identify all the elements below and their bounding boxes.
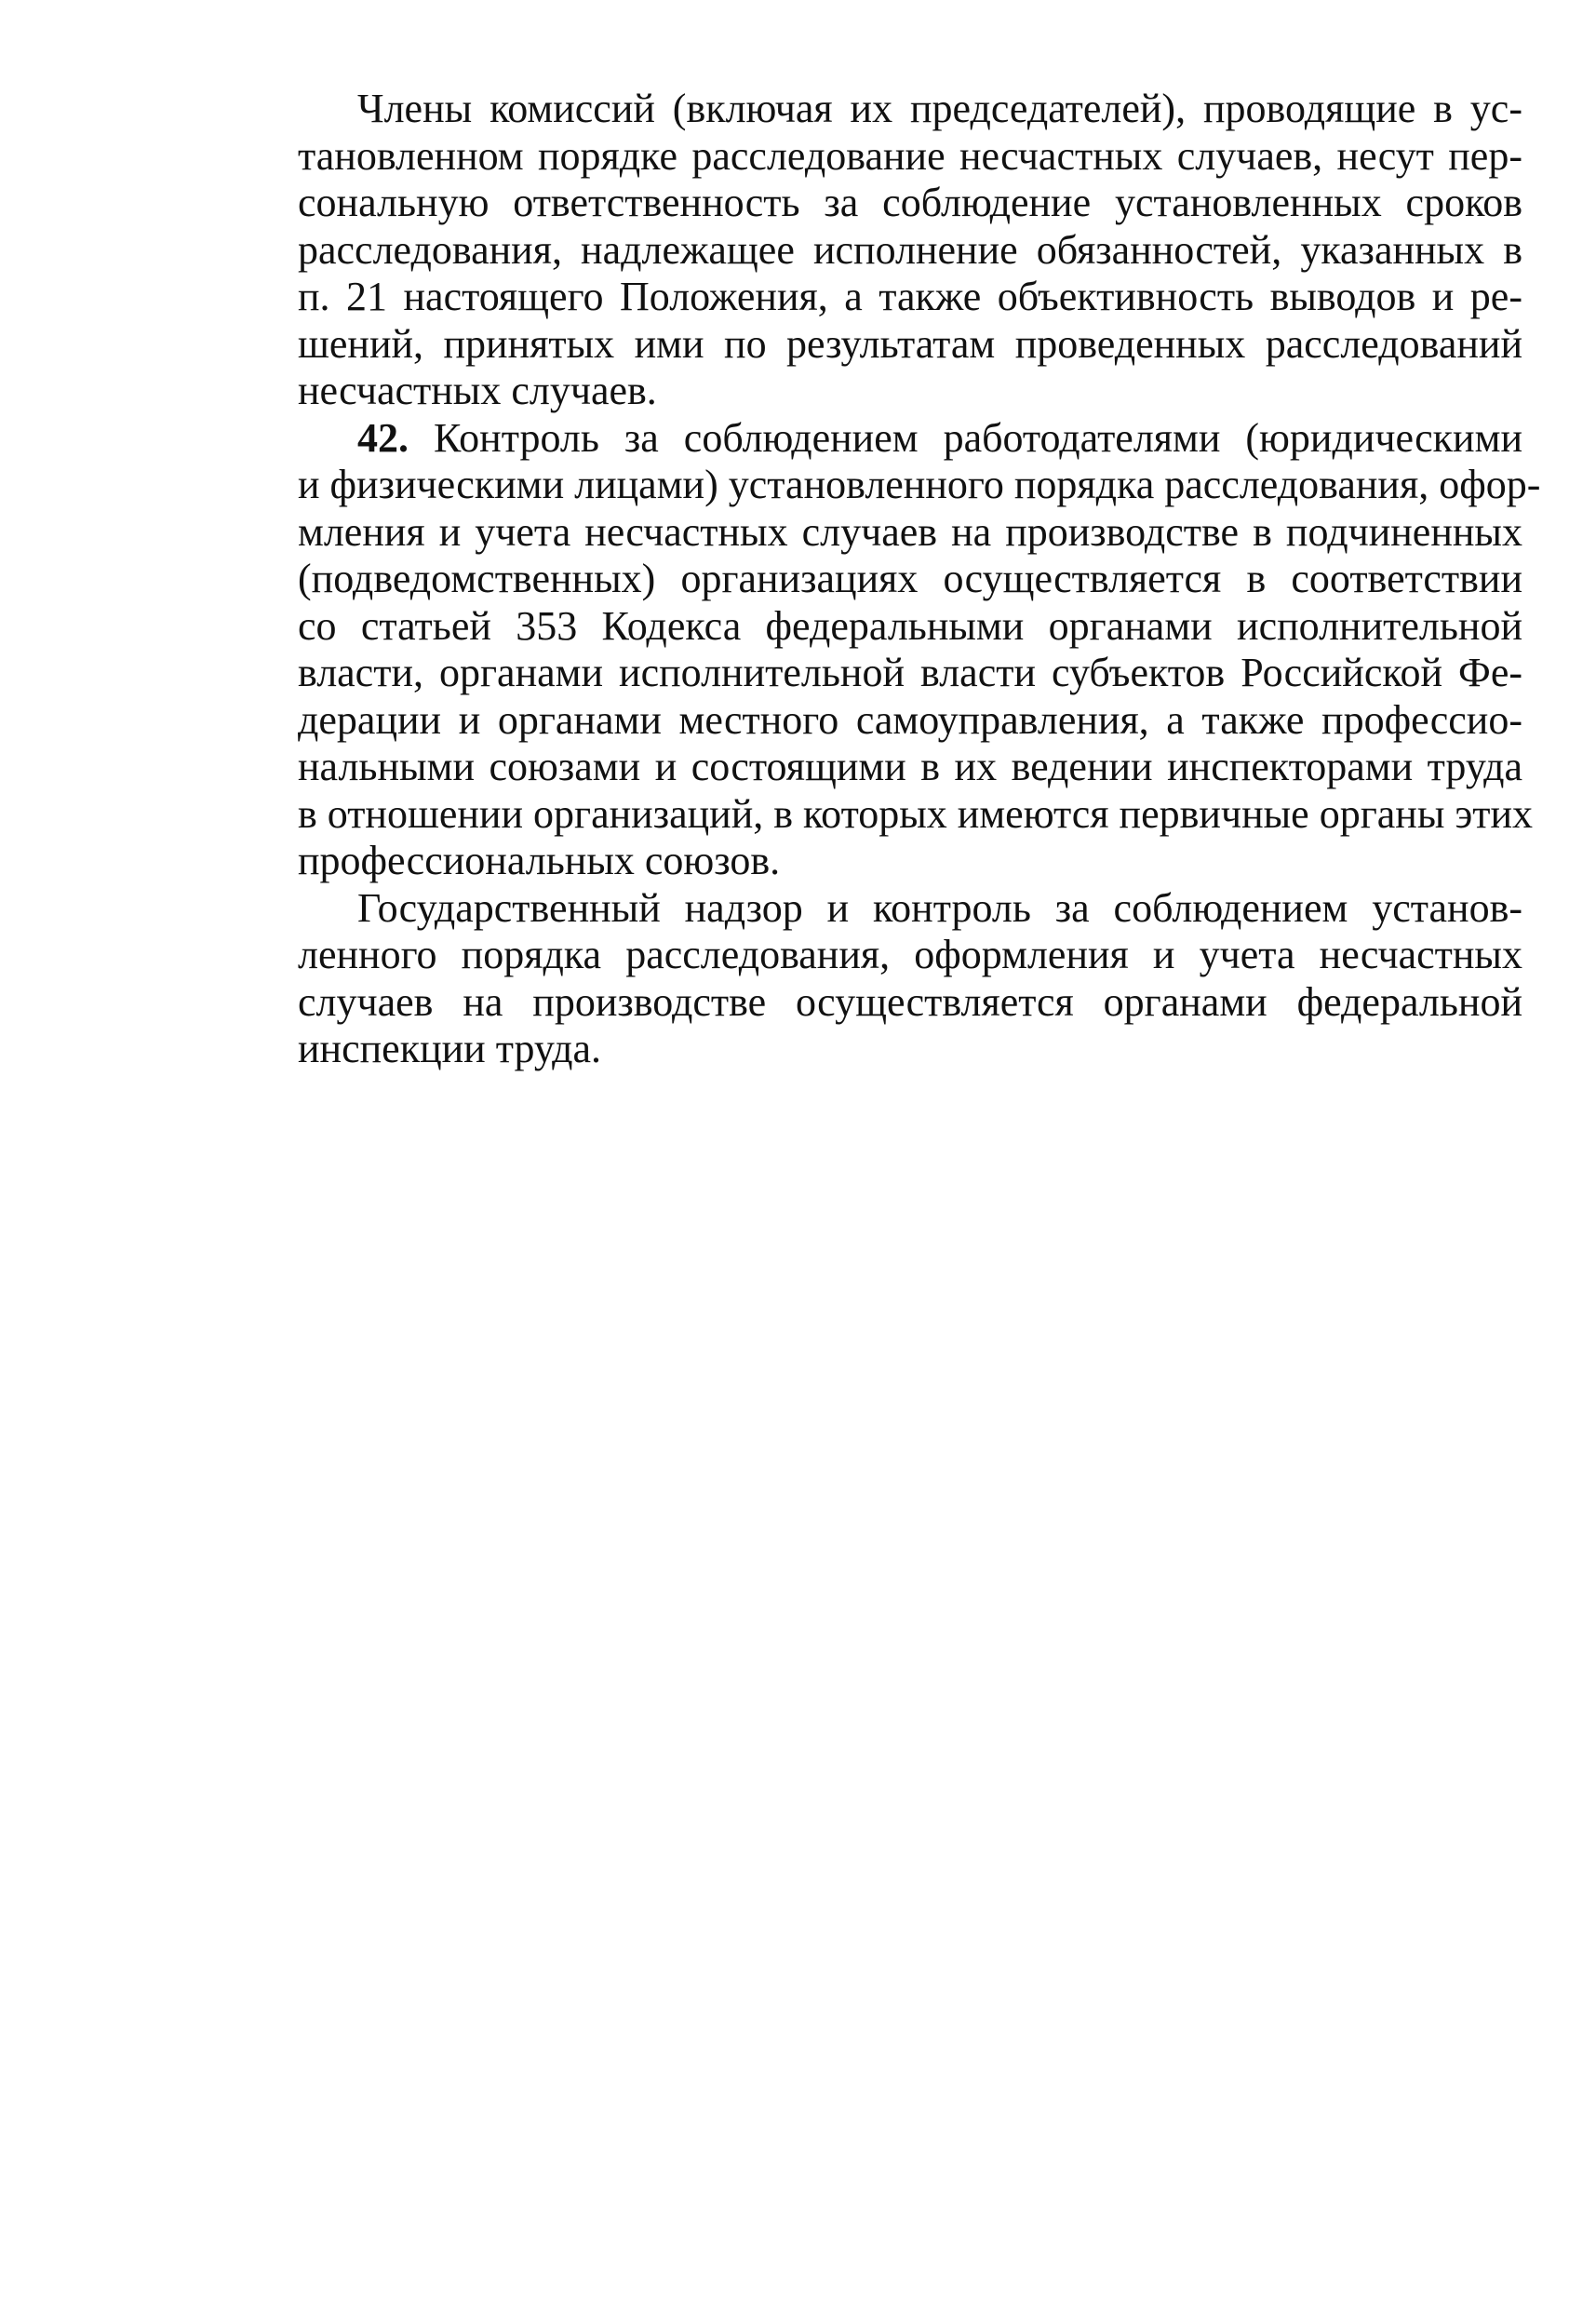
text-line: профессиональных союзов. (298, 838, 781, 883)
text-line: тановленном порядке расследование несчастных случаев, несут пер- (298, 132, 1522, 179)
text-line: расследования, надлежащее исполнение обязанностей, указанных в (298, 226, 1522, 273)
text-line: Государственный надзор и контроль за соблюдением установ- (357, 884, 1522, 931)
text-line: мления и учета несчастных случаев на производстве в подчиненных (298, 508, 1522, 555)
text-line-content: Контроль за соблюдением работодателями (юридическими (409, 414, 1522, 461)
text-line: власти, органами исполнительной власти субъектов Российской Фе- (298, 650, 1522, 695)
text-line: со статьей 353 Кодекса федеральными органами исполнительной (298, 602, 1522, 649)
text-line: шений, принятых ими по результатам проведенных расследований (298, 320, 1522, 367)
text-line: ленного порядка расследования, оформления и учета несчастных (298, 932, 1522, 977)
paragraph-42-control (298, 414, 1541, 885)
paragraph-commission-responsibility (298, 86, 1522, 415)
text-line: дерации и органами местного самоуправления, а также профессио- (298, 696, 1522, 743)
section-number: 42. (357, 414, 409, 461)
document-body (298, 86, 1541, 1073)
text-line: несчастных случаев. (298, 368, 657, 413)
text-line: п. 21 настоящего Положения, а также объективность выводов и ре- (298, 274, 1522, 319)
text-line (298, 415, 1522, 463)
text-line: и физическими лицами) установленного порядка расследования, офор- (298, 462, 1541, 507)
text-line: (подведомственных) организациях осуществляется в соответствии (298, 556, 1522, 601)
text-line: в отношении организаций, в которых имеются первичные органы этих (298, 790, 1534, 837)
text-line: сональную ответственность за соблюдение установленных сроков (298, 180, 1522, 225)
text-line: инспекции труда. (298, 1026, 602, 1071)
paragraph-state-supervision (298, 885, 1522, 1073)
text-line: нальными союзами и состоящими в их ведении инспекторами труда (298, 744, 1522, 789)
text-line: Члены комиссий (включая их председателей), проводящие в ус- (357, 86, 1522, 131)
text-line: случаев на производстве осуществляется органами федеральной (298, 978, 1522, 1025)
